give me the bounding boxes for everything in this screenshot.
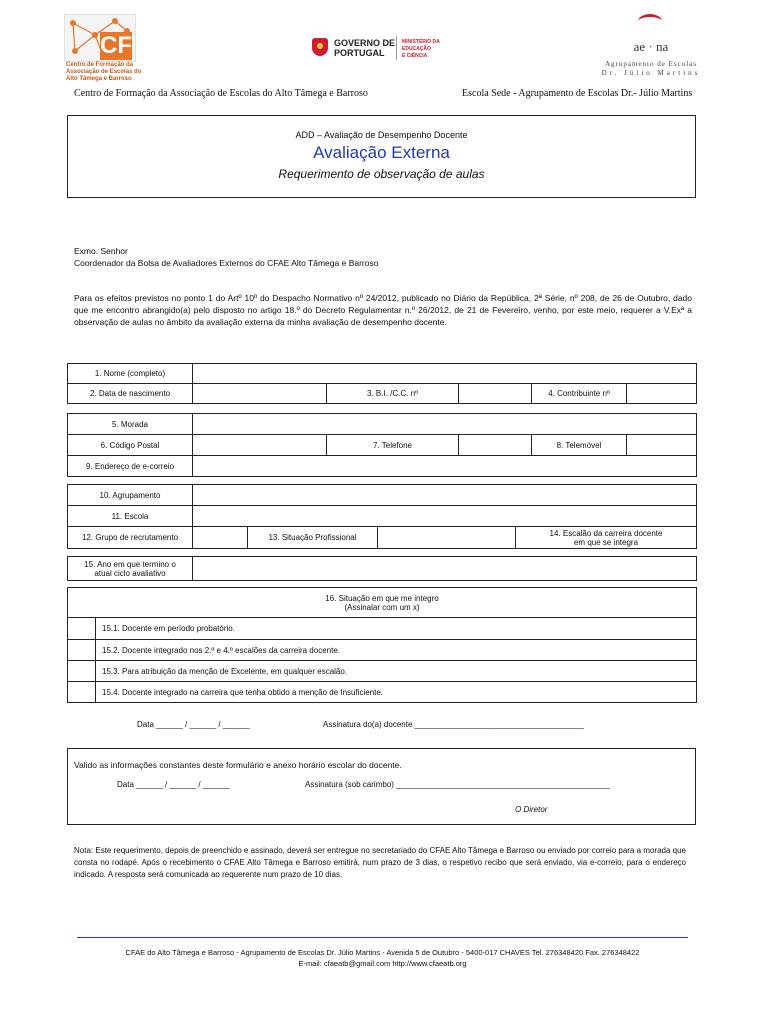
agrupamento-label: 10. Agrupamento [68, 485, 193, 506]
email-label: 9. Endereço de e-correio [68, 456, 193, 477]
agrupamento-logo-word: ae · na [633, 39, 669, 54]
title-supertitle: ADD – Avaliação de Desempenho Docente [295, 130, 468, 140]
bi-field[interactable] [459, 384, 532, 404]
ano-label: 15. Ano em que termino o atual ciclo avaliativo [68, 557, 193, 581]
escola-label: 11. Escola [68, 506, 193, 527]
director-title: O Diretor [515, 805, 548, 814]
morada-field[interactable] [193, 414, 697, 435]
note-paragraph: Nota: Este requerimento, depois de preenchido e assinado, deverá ser entregue no secretariado do CFAE Alto Tâmega e Barroso ou enviado por correio para a morada que consta no rodapé. Após o recebimento o CFAE Alto Tâmega e Barroso emitirá, num prazo de 3 dias, o respetivo recibo que será enviado, via e-correio, para o endereço indicado. A resposta será comunicada ao requerente num prazo de 10 dias. [74, 846, 686, 879]
postal-label: 6. Código Postal [68, 435, 193, 456]
situation-option-3: 15.3. Para atribuição da menção de Excelente, em qualquer escalão. [96, 661, 697, 682]
escalao-label: 14. Escalão da carreira docente em que se integra [516, 527, 697, 549]
situation-option-2: 15.2. Docente integrado nos 2.º e 4.º escalões da carreira docente. [96, 640, 697, 661]
ano-field[interactable] [193, 557, 697, 581]
form-cycle [67, 556, 697, 581]
title-box [67, 115, 696, 198]
footer-address: CFAE do Alto Tâmega e Barroso - Agrupamento de Escolas Dr. Júlio Martins - Avenida 5 de Outubro - 5400-017 CHAVES Tel. 276348420 Fax. 276348422 [125, 948, 640, 957]
nascimento-label: 2. Data de nascimento [68, 384, 193, 404]
nome-field[interactable] [193, 364, 697, 384]
situacao-field[interactable] [378, 527, 516, 549]
form-contacts [67, 413, 697, 477]
contribuinte-label: 4. Contribuinte nº [532, 384, 627, 404]
cfae-logo-text: Centro de Formação da Associação de Escolas do Alto Tâmega e Barroso [66, 62, 142, 82]
governo-portugal-logo: GOVERNO DE PORTUGAL MINISTÉRIO DA EDUCAÇÃO E CIÊNCIA [312, 36, 462, 60]
situation-table [67, 587, 697, 703]
director-signature-line[interactable]: Assinatura (sob carimbo) ________________________________________________ [305, 780, 610, 789]
form-personal [67, 363, 697, 404]
situation-checkbox-3[interactable] [68, 661, 96, 682]
footer [77, 947, 688, 969]
bi-label: 3. B.I. /C.C. nº [327, 384, 459, 404]
situation-option-4: 15.4. Docente integrado na carreira que tenha obtido a menção de Insuficiente. [96, 682, 697, 703]
arc-icon [628, 14, 674, 40]
page-subtitle: Requerimento de observação de aulas [278, 167, 485, 181]
logo-divider [396, 36, 397, 60]
situation-header: 16. Situação em que me integro (Assinalar com um x) [68, 588, 697, 618]
cfae-logo-mark: CF [100, 32, 132, 59]
grupo-label: 12. Grupo de recrutamento [68, 527, 193, 549]
cfae-logo [64, 14, 144, 80]
telefone-label: 7. Telefone [327, 435, 459, 456]
agrupamento-field[interactable] [193, 485, 697, 506]
request-paragraph: Para os efeitos previstos no ponto 1 do Artº 10º do Despacho Normativo nº 24/2012, publicado no Diário da República, 2ª Série, nº 208, de 26 de Outubro, dado que me encontro abrangido(a) pelo disposto no artigo 18.º do Decreto Regulamentar n.º 26/2012, de 21 de Fevereiro, venho, por este meio, requerer a V.Exª a observação de aulas no âmbito da avaliação externa da minha avaliação de desempenho docente. [74, 293, 692, 327]
footer-divider [77, 937, 688, 938]
situation-checkbox-1[interactable] [68, 618, 96, 640]
situation-checkbox-2[interactable] [68, 640, 96, 661]
header-right: Escola Sede - Agrupamento de Escolas Dr.- Júlio Martins [462, 88, 693, 99]
contribuinte-field[interactable] [627, 384, 697, 404]
escola-field[interactable] [193, 506, 697, 527]
director-date-line[interactable]: Data ______ / ______ / ______ [117, 780, 230, 789]
nascimento-field[interactable] [193, 384, 327, 404]
postal-field[interactable] [193, 435, 327, 456]
email-field[interactable] [193, 456, 697, 477]
header-left: Centro de Formação da Associação de Escolas do Alto Tâmega e Barroso [74, 88, 368, 99]
docente-date-line[interactable]: Data ______ / ______ / ______ [137, 720, 250, 729]
agrupamento-logo: ae · na Agrupamento de Escolas Dr. Júlio Martins [596, 14, 706, 80]
docente-signature-line[interactable]: Assinatura do(a) docente ______________________________________ [323, 720, 584, 729]
situacao-label: 13. Situação Profissional [248, 527, 378, 549]
morada-label: 5. Morada [68, 414, 193, 435]
telefone-field[interactable] [459, 435, 532, 456]
form-school [67, 484, 697, 549]
page-title: Avaliação Externa [313, 143, 450, 162]
salutation: Exmo. Senhor Coordenador da Bolsa de Avaliadores Externos do CFAE Alto Tâmega e Barroso [74, 246, 379, 268]
shield-icon [312, 38, 328, 56]
grupo-field[interactable] [193, 527, 248, 549]
nome-label: 1. Nome (completo) [68, 364, 193, 384]
situation-checkbox-4[interactable] [68, 682, 96, 703]
telemovel-label: 8. Telemóvel [532, 435, 627, 456]
validation-box [67, 748, 696, 825]
footer-contacts: E-mail: cfaeatb@gmail.com http://www.cfaeatb.org [298, 959, 467, 968]
telemovel-field[interactable] [627, 435, 697, 456]
validation-text: Valido as informações constantes deste formulário e anexo horário escolar do docente. [74, 760, 402, 770]
situation-option-1: 15.1. Docente em período probatório. [96, 618, 697, 640]
